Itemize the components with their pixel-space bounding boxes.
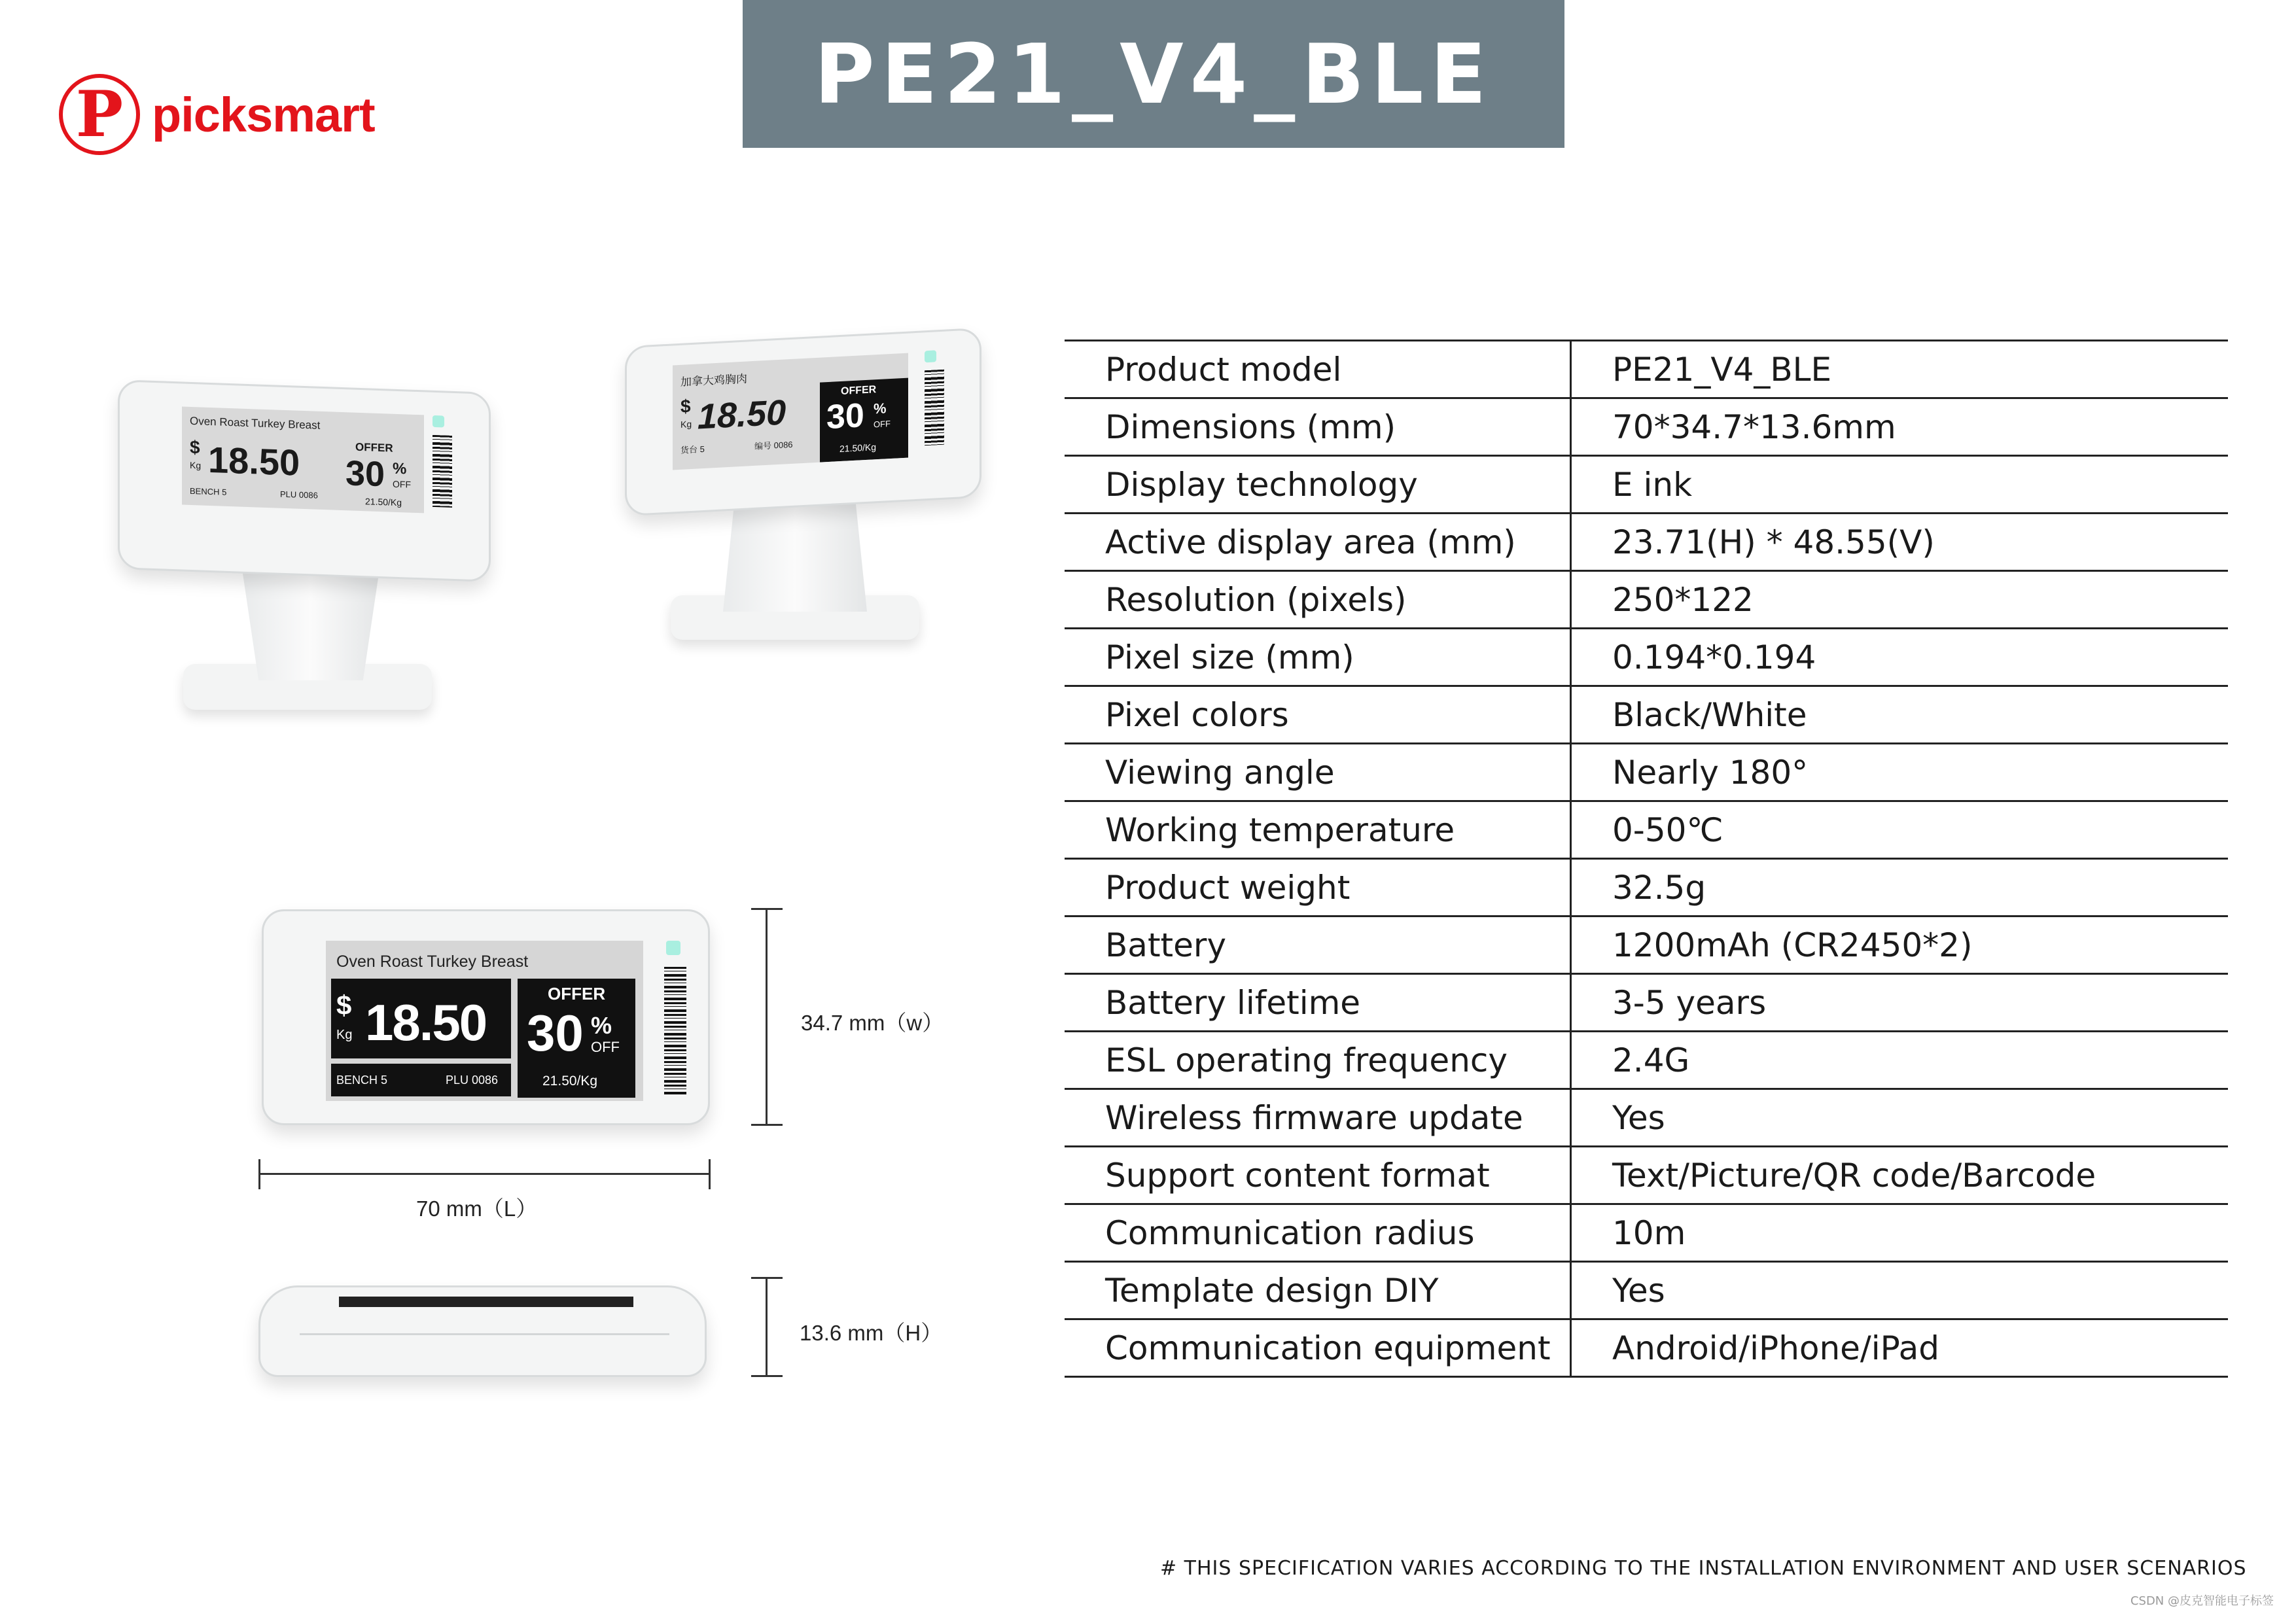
barcode-icon [664,967,686,1094]
screen-price: 18.50 [698,393,786,437]
spec-key: Wireless firmware update [1065,1089,1571,1147]
screen-off: OFF [393,478,411,490]
length-dimension-label: 70 mm（L） [416,1196,538,1221]
spec-key: Pixel colors [1065,686,1571,744]
spec-key: Product model [1065,341,1571,398]
screen-unit-price: 21.50/Kg [839,442,877,455]
status-led-icon [433,415,444,428]
screen-price: 18.50 [208,438,300,483]
spec-value: 2.4G [1571,1032,2229,1089]
spec-row [1065,1032,2228,1089]
spec-key: Active display area (mm) [1065,514,1571,571]
screen-offer-box [820,378,908,462]
spec-value: PE21_V4_BLE [1571,341,2229,398]
height-dimension-cap-top [751,1277,783,1279]
tag-body [258,1285,707,1377]
screen-currency: $ [190,436,200,458]
spec-key: Display technology [1065,456,1571,514]
height-dimension-cap-bottom [751,1375,783,1377]
screen-currency: $ [680,396,691,417]
screen-discount: 30 [527,1004,584,1062]
stand-neck [242,569,380,680]
spec-key: Battery [1065,916,1571,974]
screen-unit: Kg [336,1028,353,1042]
logo-mark-icon [59,74,140,155]
spec-key: ESL operating frequency [1065,1032,1571,1089]
logo-letter: P [75,77,124,151]
spec-row [1065,456,2228,514]
spec-value: Android/iPhone/iPad [1571,1319,2229,1377]
tag-screen [326,941,643,1101]
screen-plu-cn: 编号 0086 [754,439,793,451]
spec-row [1065,398,2228,456]
spec-row [1065,1319,2228,1377]
brand-name: picksmart [152,87,375,142]
device-stand-right [618,337,985,651]
spec-key: Communication radius [1065,1204,1571,1262]
spec-row [1065,629,2228,686]
spec-row [1065,859,2228,916]
barcode-icon [925,370,944,446]
spec-value: 32.5g [1571,859,2229,916]
spec-value: Nearly 180° [1571,744,2229,801]
width-dimension-label: 34.7 mm（w） [801,1011,944,1035]
screen-currency: $ [336,990,352,1021]
device-front-view [262,909,713,1128]
tag-screen-edge [339,1297,633,1307]
tag-body [118,379,491,582]
spec-value: 3-5 years [1571,974,2229,1032]
screen-product-name: Oven Roast Turkey Breast [336,952,529,971]
spec-value: 1200mAh (CR2450*2) [1571,916,2229,974]
tag-screen [673,353,908,470]
screen-percent: % [393,459,407,478]
device-stand-left [118,386,497,726]
device-side-view [258,1285,710,1380]
height-dimension-line [766,1277,768,1376]
spec-key: Template design DIY [1065,1262,1571,1319]
spec-row [1065,1262,2228,1319]
screen-unit-price: 21.50/Kg [542,1073,598,1089]
screen-off: OFF [874,419,891,430]
length-dimension-cap-left [258,1159,260,1189]
screen-discount: 30 [826,396,864,437]
screen-plu: PLU 0086 [446,1073,499,1087]
spec-row [1065,801,2228,859]
spec-row [1065,1089,2228,1147]
spec-value: 10m [1571,1204,2229,1262]
spec-row [1065,341,2228,398]
screen-product-name: Oven Roast Turkey Breast [190,414,321,432]
tag-seam [300,1333,669,1335]
spec-row [1065,916,2228,974]
spec-key: Communication equipment [1065,1319,1571,1377]
spec-key: Resolution (pixels) [1065,571,1571,629]
spec-row [1065,1204,2228,1262]
spec-value: 0-50℃ [1571,801,2229,859]
screen-offer-box [518,979,635,1098]
screen-off: OFF [591,1039,620,1055]
spec-key: Battery lifetime [1065,974,1571,1032]
spec-value: 0.194*0.194 [1571,629,2229,686]
width-dimension-line [766,908,768,1125]
brand-logo [59,69,375,160]
height-dimension-label: 13.6 mm（H） [800,1321,943,1345]
watermark: CSDN @皮克智能电子标签 [2130,1594,2274,1608]
barcode-icon [433,435,452,508]
stand-neck [723,500,867,612]
screen-offer: OFFER [841,384,877,397]
spec-row [1065,514,2228,571]
spec-key: Working temperature [1065,801,1571,859]
title-bar [743,0,1564,148]
screen-info-bar [331,1064,511,1096]
spec-key: Viewing angle [1065,744,1571,801]
spec-row [1065,1147,2228,1204]
spec-value: 70*34.7*13.6mm [1571,398,2229,456]
spec-table [1065,340,2228,1378]
status-led-icon [925,350,936,362]
width-dimension-cap-top [751,908,783,910]
spec-value: Black/White [1571,686,2229,744]
spec-row [1065,974,2228,1032]
spec-value: Yes [1571,1089,2229,1147]
screen-unit: Kg [190,459,202,471]
tag-body [262,909,710,1125]
spec-footnote: # THIS SPECIFICATION VARIES ACCORDING TO THE INSTALLATION ENVIRONMENT AND USER SCENARIOS [1160,1557,2247,1580]
screen-plu: PLU 0086 [280,489,318,500]
spec-key: Support content format [1065,1147,1571,1204]
screen-percent: % [874,400,887,417]
tag-screen [182,406,424,513]
screen-unit-price: 21.50/Kg [365,496,402,508]
spec-value: 250*122 [1571,571,2229,629]
spec-row [1065,686,2228,744]
spec-value: 23.71(H) * 48.55(V) [1571,514,2229,571]
spec-value: Yes [1571,1262,2229,1319]
status-led-icon [666,941,680,955]
spec-key: Dimensions (mm) [1065,398,1571,456]
spec-row [1065,744,2228,801]
length-dimension-cap-right [709,1159,711,1189]
screen-bench: BENCH 5 [336,1073,388,1087]
screen-offer: OFFER [355,440,393,455]
width-dimension-cap-bottom [751,1124,783,1126]
spec-value: E ink [1571,456,2229,514]
spec-key: Pixel size (mm) [1065,629,1571,686]
screen-percent: % [591,1012,612,1039]
screen-offer: OFFER [548,984,606,1003]
spec-value: Text/Picture/QR code/Barcode [1571,1147,2229,1204]
spec-key: Product weight [1065,859,1571,916]
length-dimension-line [258,1173,710,1175]
page-title: PE21_V4_BLE [814,26,1493,122]
tag-body [625,328,981,517]
screen-bench-cn: 货台 5 [680,444,705,455]
screen-price: 18.50 [365,994,487,1051]
screen-product-name-cn: 加拿大鸡胸肉 [680,372,747,389]
screen-discount: 30 [345,453,385,495]
spec-row [1065,571,2228,629]
screen-price-box [331,979,511,1058]
screen-bench: BENCH 5 [190,485,227,497]
screen-unit: Kg [680,418,692,430]
